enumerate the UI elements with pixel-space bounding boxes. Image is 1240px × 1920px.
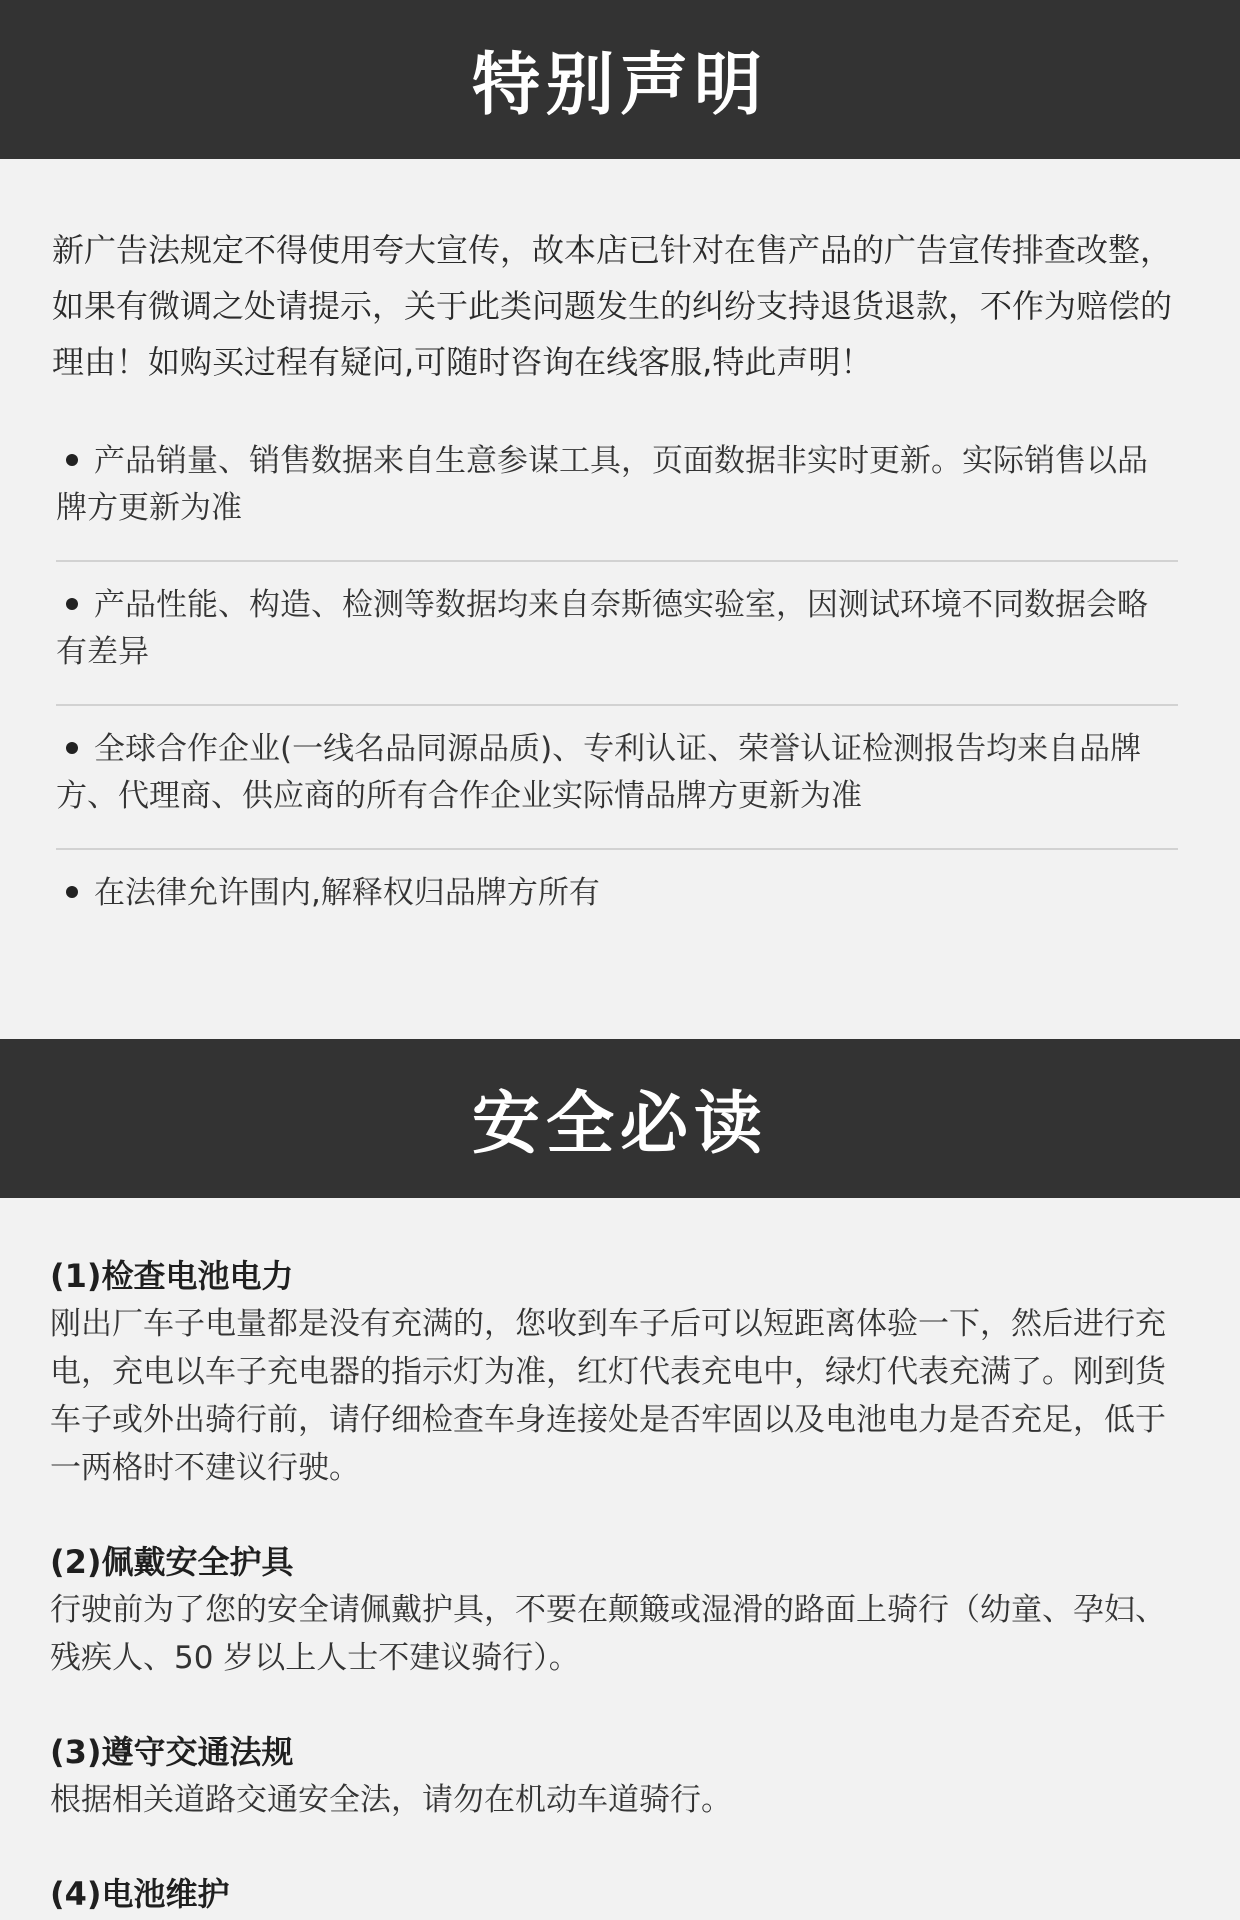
safety-body: 刚出厂车子电量都是没有充满的，您收到车子后可以短距离体验一下，然后进行充电，充电以车子充电器的指示灯为准，红灯代表充电中，绿灯代表充满了。刚到货车子或外出骑行前，请仔细检查车身连接处是否牢固以及电池电力是否充足，低于一两格时不建议行驶。 (50, 1306, 1166, 1486)
safety-title: 安全必读 (471, 1085, 768, 1164)
safety-heading: (1)检查电池电力 (50, 1257, 294, 1295)
safety-section (50, 1538, 1190, 1728)
notice-title: 特别声明 (471, 46, 768, 125)
list-item-text: 产品性能、构造、检测等数据均来自奈斯德实验室，因测试环境不同数据会略有差异 (56, 587, 1148, 670)
safety-heading: (4)电池维护 (50, 1875, 230, 1913)
bullet-dot-icon (66, 886, 78, 898)
list-item (56, 438, 1178, 560)
safety-heading: (2)佩戴安全护具 (50, 1543, 294, 1581)
list-item-text: 产品销量、销售数据来自生意参谋工具，页面数据非实时更新。实际销售以品牌方更新为准 (56, 443, 1148, 526)
bullet-dot-icon (66, 742, 78, 754)
notice-list (56, 438, 1178, 920)
list-item-text: 全球合作企业(一线名品同源品质)、专利认证、荣誉认证检测报告均来自品牌方、代理商、供应商的所有合作企业实际情品牌方更新为准 (56, 731, 1142, 814)
safety-body: 行驶前为了您的安全请佩戴护具，不要在颠簸或湿滑的路面上骑行（幼童、孕妇、残疾人、50 岁以上人士不建议骑行）。 (50, 1592, 1166, 1676)
safety-body: 根据相关道路交通安全法，请勿在机动车道骑行。 (50, 1782, 732, 1818)
list-item (56, 562, 1178, 704)
notice-intro: 新广告法规定不得使用夸大宣传，故本店已针对在售产品的广告宣传排查改整，如果有微调之处请提示，关于此类问题发生的纠纷支持退货退款，不作为赔偿的理由！如购买过程有疑问,可随时咨询在线客服,特此声明！ (52, 231, 1173, 381)
safety-banner (0, 1039, 1240, 1198)
list-item-text: 在法律允许围内,解释权归品牌方所有 (94, 875, 600, 911)
safety-sections (50, 1252, 1190, 1918)
list-item (56, 706, 1178, 848)
safety-section (50, 1252, 1190, 1538)
safety-section (50, 1870, 1190, 1918)
bullet-dot-icon (66, 598, 78, 610)
list-item (56, 850, 1178, 920)
bullet-dot-icon (66, 454, 78, 466)
notice-banner (0, 0, 1240, 159)
safety-section (50, 1728, 1190, 1870)
safety-heading: (3)遵守交通法规 (50, 1733, 294, 1771)
